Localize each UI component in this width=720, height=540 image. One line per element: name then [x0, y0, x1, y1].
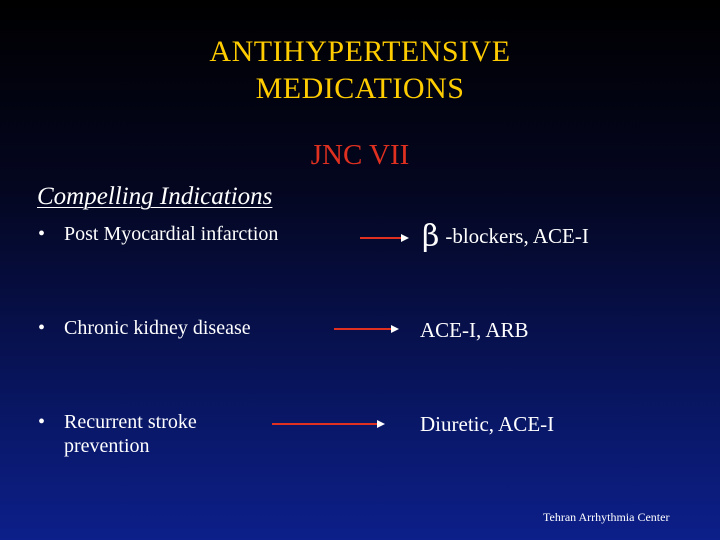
arrow-right-icon	[272, 420, 385, 428]
arrow-right-icon	[334, 325, 399, 333]
treatment-text: Diuretic, ACE-I	[420, 412, 555, 436]
bullet-icon: •	[38, 411, 46, 433]
section-heading: Compelling Indications	[37, 183, 273, 210]
slide-subtitle: JNC VII	[310, 139, 410, 171]
arrow-right-icon	[360, 234, 409, 242]
slide-title-line-2: MEDICATIONS	[255, 72, 465, 105]
indication-text-line-2: prevention	[64, 435, 150, 457]
footer-credit: Tehran Arrhythmia Center	[543, 510, 670, 524]
treatment-label: -blockers, ACE-I	[445, 224, 589, 248]
bullet-icon: •	[38, 317, 46, 339]
bullet-icon: •	[38, 223, 46, 245]
treatment-text: ACE-I, ARB	[420, 318, 529, 342]
slide-title-line-1: ANTIHYPERTENSIVE	[209, 35, 511, 68]
indication-text: Chronic kidney disease	[64, 317, 251, 339]
beta-symbol: β	[422, 219, 440, 254]
indication-text: Post Myocardial infarction	[64, 223, 279, 245]
indication-text-line-1: Recurrent stroke	[64, 411, 197, 433]
